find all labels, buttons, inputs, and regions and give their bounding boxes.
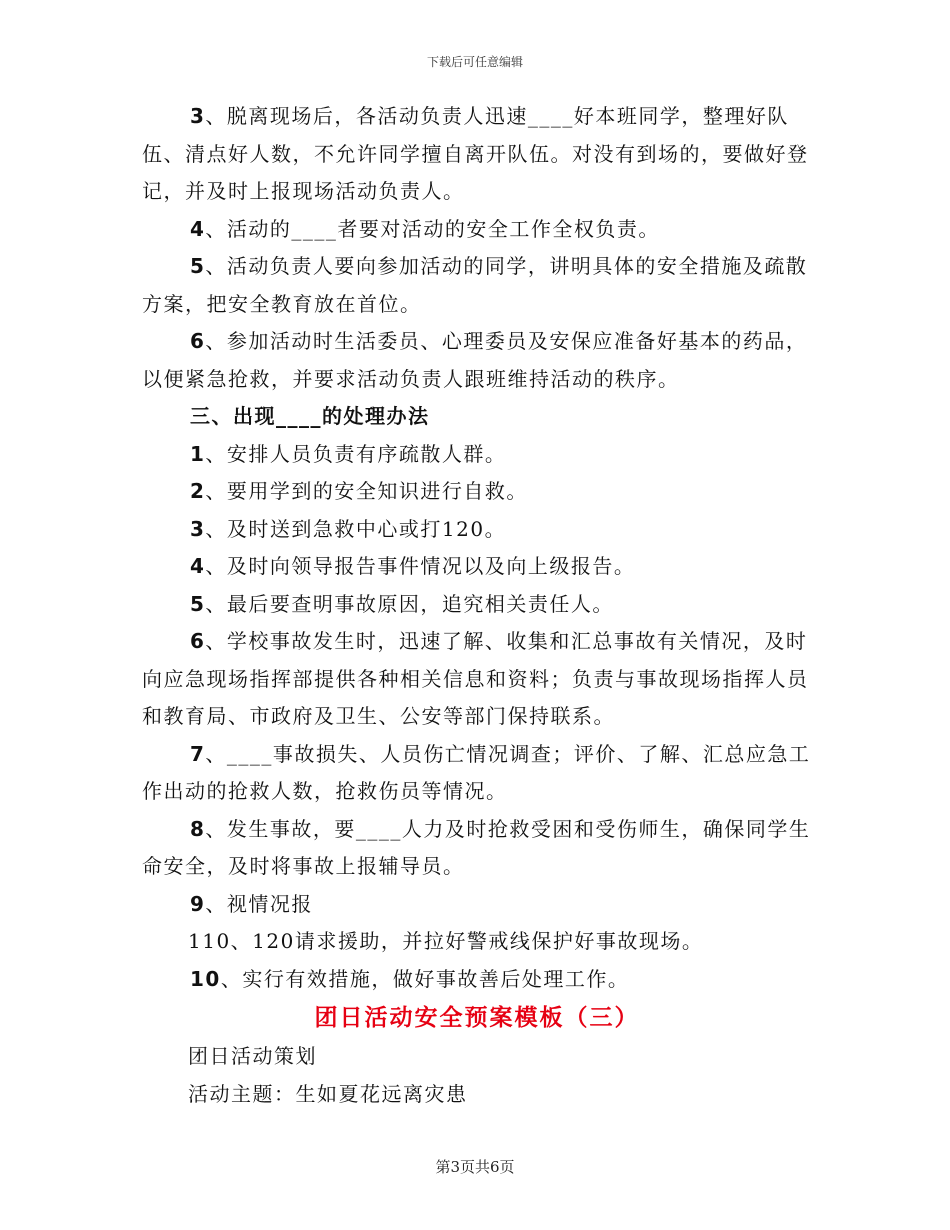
list-item-9 xyxy=(142,886,812,924)
item-number: 1 xyxy=(190,441,206,466)
list-item-5 xyxy=(142,586,812,624)
item-number: 4 xyxy=(190,554,206,578)
document-body xyxy=(142,98,812,1113)
item-text: 、____事故损失、人员伤亡情况调查；评价、了解、汇总应急工作出动的抢救人数，抢救伤员等情况。 xyxy=(142,741,811,803)
list-item-6 xyxy=(142,623,812,736)
item-number: 3 xyxy=(190,104,206,128)
list-item-3 xyxy=(142,98,812,211)
item-number: 9 xyxy=(190,891,206,916)
page-number: 第3页共6页 xyxy=(435,1158,515,1176)
list-item-3 xyxy=(142,511,812,549)
item-text: 、活动负责人要向参加活动的同学，讲明具体的安全措施及疏散方案，把安全教育放在首位。 xyxy=(142,254,808,316)
plan-theme: 活动主题：生如夏花远离灾患 xyxy=(188,1081,468,1106)
item-number: 8 xyxy=(190,816,206,841)
item-text: 、活动的____者要对活动的安全工作全权负责。 xyxy=(205,216,660,241)
item-number: 5 xyxy=(190,254,206,278)
continuation-text: 110、120请求援助，并拉好警戒线保护好事故现场。 xyxy=(188,929,704,953)
document-title: 团日活动安全预案模板（三） xyxy=(314,1005,640,1031)
list-item-1 xyxy=(142,436,812,474)
list-item-8 xyxy=(142,811,812,886)
list-item-5 xyxy=(142,248,812,323)
item-text: 、学校事故发生时，迅速了解、收集和汇总事故有关情况，及时向应急现场指挥部提供各种相关信息和资料；负责与事故现场指挥人员和教育局、市政府及卫生、公安等部门保持联系。 xyxy=(142,629,809,728)
list-item-2 xyxy=(142,473,812,511)
list-item-10 xyxy=(142,961,812,999)
item-number: 10 xyxy=(190,966,221,991)
item-text: 、参加活动时生活委员、心理委员及安保应准备好基本的药品，以便紧急抢救，并要求活动负责人跟班维持活动的秩序。 xyxy=(142,329,808,391)
item-text: 、实行有效措施，做好事故善后处理工作。 xyxy=(220,966,630,991)
item-number: 5 xyxy=(190,591,206,616)
list-item-7 xyxy=(142,736,812,811)
plan-subtitle: 团日活动策划 xyxy=(188,1044,317,1068)
page-header-note: 下载后可任意编辑 xyxy=(426,55,523,69)
list-item-4 xyxy=(142,548,812,586)
item-number: 7 xyxy=(190,741,206,766)
item-text: 、及时向领导报告事件情况以及向上级报告。 xyxy=(205,554,636,578)
item-number: 2 xyxy=(190,479,206,503)
item-text: 、视情况报 xyxy=(205,891,313,916)
item-text: 、脱离现场后，各活动负责人迅速____好本班同学，整理好队伍、清点好人数，不允许同学擅自离开队伍。对没有到场的，要做好登记，并及时上报现场活动负责人。 xyxy=(142,104,809,203)
list-item-4 xyxy=(142,211,812,249)
item-number: 6 xyxy=(190,629,206,653)
item-text: 、安排人员负责有序疏散人群。 xyxy=(205,441,507,466)
item-number: 6 xyxy=(190,329,206,353)
item-text: 、发生事故，要____人力及时抢救受困和受伤师生，确保同学生命安全，及时将事故上报辅导员。 xyxy=(142,816,811,878)
item-text: 、要用学到的安全知识进行自救。 xyxy=(205,479,528,503)
section-heading: 三、出现____的处理办法 xyxy=(190,404,430,428)
item-text: 、及时送到急救中心或打120。 xyxy=(205,516,507,541)
item-text: 、最后要查明事故原因，追究相关责任人。 xyxy=(205,591,614,616)
list-item-6 xyxy=(142,323,812,398)
item-number: 3 xyxy=(190,516,206,541)
item-number: 4 xyxy=(190,216,206,241)
